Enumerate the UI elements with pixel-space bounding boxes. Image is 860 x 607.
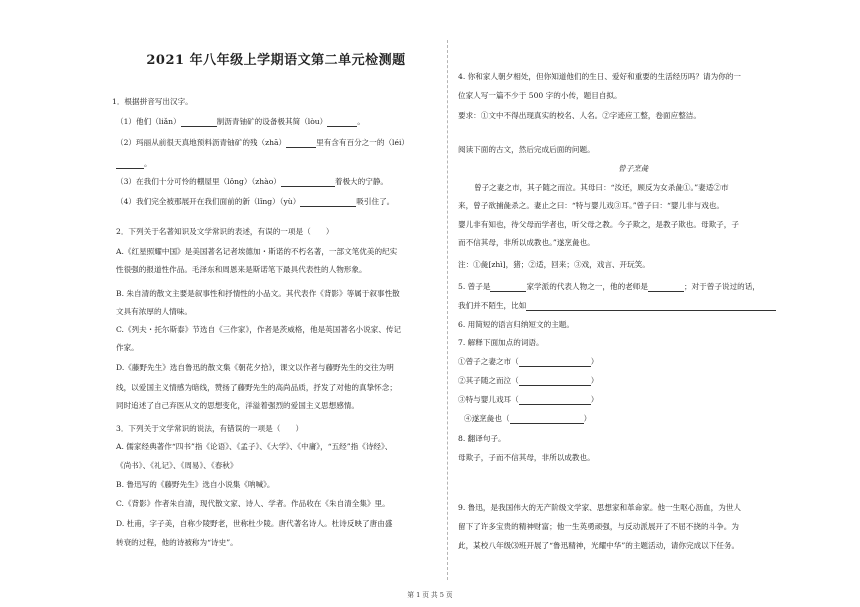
q7-item-2: ②其子随之而泣（ ） bbox=[458, 376, 599, 385]
q7-item-4: ④遂烹彘也（ ） bbox=[464, 414, 592, 423]
page-title: 2021 年八年级上学期语文第二单元检测题 bbox=[146, 53, 406, 68]
passage-title: 曾子烹彘 bbox=[618, 164, 649, 173]
question-1: 1．根据拼音写出汉字。 bbox=[112, 97, 193, 106]
q1-item-2: （2）玛丽从前很天真地预料沥青铀矿的残（zhā） 里有含有百分之一的（léi） bbox=[116, 138, 410, 147]
question-6: 6. 用简短的语言归纳短文的主题。 bbox=[458, 320, 574, 329]
question-5-line2: 我们并不陌生，比如 bbox=[458, 301, 776, 311]
q2-option-b-line2: 文具有浓厚的人情味。 bbox=[116, 307, 192, 316]
q3-option-a-line2: 《尚书》、《礼记》、《周易》、《春秋》 bbox=[116, 461, 238, 470]
passage-line-1: 曾子之妻之市，其子随之而泣。其母曰：“汝还，顾反为女杀彘①。”妻适②市 bbox=[474, 183, 729, 192]
question-4-line1: 4. 你和家人朝夕相处，但你知道他们的生日、爱好和重要的生活经历吗？请为你的一 bbox=[458, 72, 742, 81]
q8-sentence: 母欺子，子而不信其母，非所以成教也。 bbox=[458, 453, 595, 462]
q3-option-c: C.《背影》作者朱自清，现代散文家、诗人、学者。作品收在《朱自清全集》里。 bbox=[116, 499, 390, 508]
q1-item-2-cont: 。 bbox=[116, 159, 152, 169]
page-footer: 第 1 页 共 5 页 bbox=[407, 591, 453, 599]
question-4-requirements: 要求：①文中不得出现真实的校名、人名。②字迹应工整，卷面应整洁。 bbox=[458, 111, 701, 120]
q3-option-b: B. 鲁迅写的《藤野先生》选自小说集《呐喊》。 bbox=[116, 480, 275, 489]
q2-option-a-line2: 性很强的报道性作品。毛泽东和周恩来是斯诺笔下最具代表性的人物形象。 bbox=[116, 265, 367, 274]
question-5-line1: 5. 曾子是 家学派的代表人物之一，他的老师是 ；对于曾子说过的话， bbox=[458, 282, 760, 291]
q3-option-a-line1: A. 儒家经典著作“四书”指《论语》、《孟子》、《大学》、《中庸》，“五经”指《诗经》、 bbox=[116, 442, 393, 451]
q7-item-1: ①曾子之妻之市（ ） bbox=[458, 357, 599, 366]
q2-option-c-line2: 作家。 bbox=[116, 343, 139, 352]
q7-item-3: ③特与婴儿戏耳（ ） bbox=[458, 395, 599, 404]
q2-option-b-line1: B. 朱自清的散文主要是叙事性和抒情性的小品文。其代表作《背影》等属于叙事性散 bbox=[116, 289, 400, 298]
q2-option-d-line2: 线，以爱国主义情感为暗线，赞扬了藤野先生的高尚品质，抒发了对他的真挚怀念； bbox=[116, 383, 397, 392]
question-2: 2．下列关于名著知识及文学常识的表述，有误的一项是（ ） bbox=[116, 227, 334, 236]
question-7: 7. 解释下面加点的词语。 bbox=[458, 338, 544, 347]
passage-note: 注：①彘[zhì]，猪；②适，回来；③戏，戏言、开玩笑。 bbox=[458, 260, 650, 269]
question-3: 3．下列关于文学常识的说法，有错误的一项是（ ） bbox=[116, 424, 304, 433]
column-divider bbox=[447, 40, 448, 580]
reading-intro: 阅读下面的古文，然后完成后面的问题。 bbox=[458, 145, 595, 154]
passage-line-2: 来，曾子欲捕彘杀之。妻止之曰：“特与婴儿戏③耳。”曾子曰：“婴儿非与戏也。 bbox=[458, 201, 725, 210]
question-4-line2: 位家人写一篇不少于 500 字的小传，题目自拟。 bbox=[458, 91, 622, 100]
q2-option-a-line1: A.《红星照耀中国》是美国著名记者埃德加・斯诺的不朽名著，一部文笔优美的纪实 bbox=[116, 247, 398, 256]
q2-option-c-line1: C.《列夫・托尔斯泰》节选自《三作家》，作者是茨威格，他是英国著名小说家、传记 bbox=[116, 325, 402, 334]
q2-option-d-line3: 同时追述了自己弃医从文的思想变化，洋溢着强烈的爱国主义思想感情。 bbox=[116, 401, 359, 410]
q1-item-3: （3）在我们十分可怜的棚屋里（lǒng）（zhào） 着极大的宁静。 bbox=[116, 177, 389, 186]
q2-option-d-line1: D.《藤野先生》选自鲁迅的散文集《朝花夕拾》，课文以作者与藤野先生的交往为明 bbox=[116, 363, 394, 372]
q1-item-1: （1）他们（liǎn） 制沥青铀矿的设备极其简（lòu） 。 bbox=[116, 117, 365, 126]
q3-option-d-line1: D. 杜甫，字子美，自称少陵野老，世称杜少陵。唐代著名诗人。杜诗反映了唐由盛 bbox=[116, 519, 393, 528]
passage-line-3: 婴儿非有知也，待父母而学者也，听父母之教。今子欺之，是教子欺也。母欺子，子 bbox=[458, 220, 739, 229]
question-9-line2: 留下了许多宝贵的精神财富；他一生英勇顽强，与反动派展开了不屈不挠的斗争。为 bbox=[458, 522, 739, 531]
q1-item-4: （4）我们完全被那展开在我们面前的新（lǐng）（yù） 吸引住了。 bbox=[116, 197, 395, 206]
question-9-line3: 此，某校八年级⑶班开展了“鲁迅精神，光耀中华”的主题活动，请你完成以下任务。 bbox=[458, 541, 740, 550]
question-9-line1: 9. 鲁迅，是我国伟大的无产阶级文学家、思想家和革命家。他一生呕心沥血，为世人 bbox=[458, 503, 742, 512]
q3-option-d-line2: 转衰的过程，他的诗被称为“诗史”。 bbox=[116, 538, 238, 547]
passage-line-4: 而不信其母，非所以成教也。”遂烹彘也。 bbox=[458, 238, 595, 247]
question-8: 8. 翻译句子。 bbox=[458, 434, 506, 443]
